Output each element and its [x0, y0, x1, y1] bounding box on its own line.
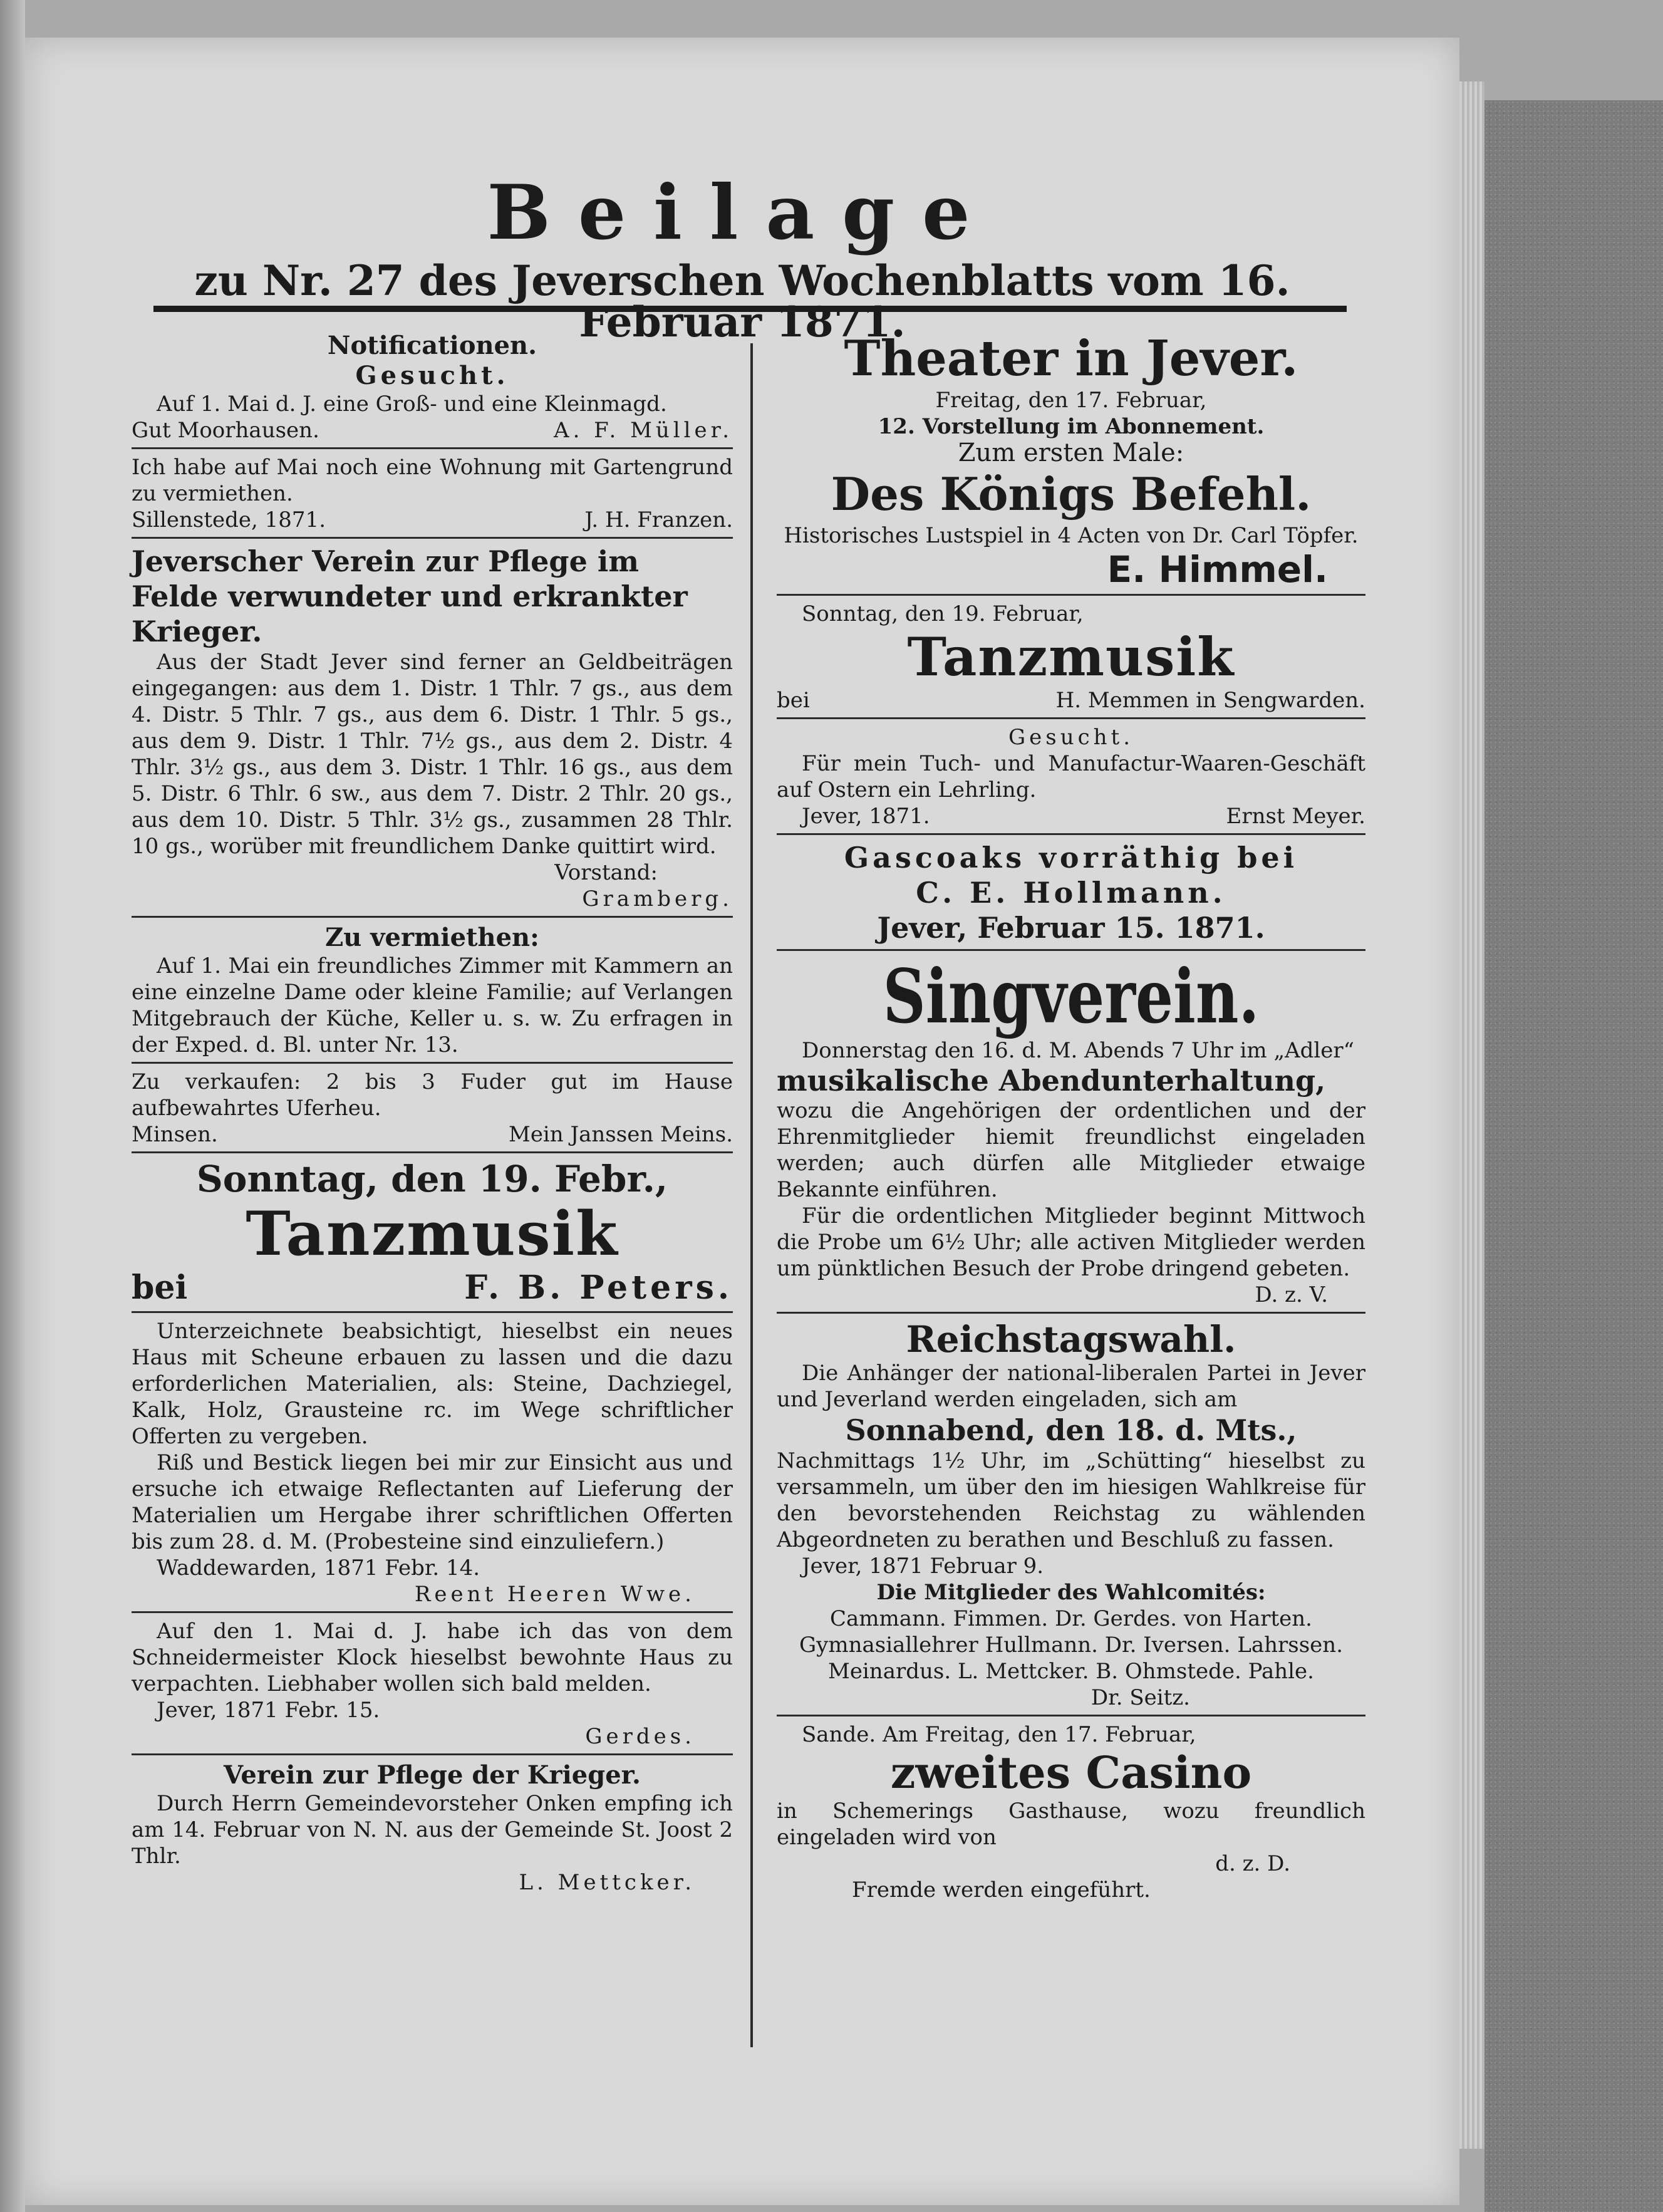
verkaufen-name: Mein Janssen Meins. — [509, 1122, 733, 1147]
gascoaks-line2: C. E. Hollmann. — [916, 876, 1226, 910]
reichstag-committee: Die Mitglieder des Wahlcomités: — [876, 1580, 1266, 1605]
theater-line3: Zum ersten Male: — [958, 439, 1184, 467]
ad-verein-jever — [132, 539, 733, 918]
singverein-p2: Für die ordentlichen Mitglieder beginnt Mittwoch die Probe um 6½ Uhr; alle activen Mitglieder werden um pünktlichen Besuch der Probe dringend gebeten. — [777, 1203, 1365, 1281]
reichstag-names3: Meinardus. L. Mettcker. B. Ohmstede. Pahle. — [828, 1659, 1314, 1684]
memmen-line — [777, 687, 1365, 714]
theater-line2: 12. Vorstellung im Abonnement. — [878, 414, 1265, 439]
notif-place: Gut Moorhausen. — [132, 418, 319, 443]
lehrling-sub: Gesucht. — [1008, 725, 1134, 750]
casino-body: in Schemerings Gasthause, wozu freundlich eingeladen wird von — [777, 1799, 1365, 1850]
theater-play: Des Königs Befehl. — [831, 467, 1312, 521]
peters-date: Sonntag, den 19. Febr., — [196, 1158, 668, 1200]
newspaper-page — [25, 38, 1459, 2205]
casino-title: zweites Casino — [890, 1747, 1252, 1799]
peters-line — [132, 1269, 733, 1307]
verkaufen-signature — [132, 1121, 733, 1148]
scheune-place: Waddewarden, 1871 Febr. 14. — [157, 1555, 480, 1581]
notif-name: A. F. Müller. — [554, 418, 733, 443]
lehrling-signature — [777, 803, 1365, 829]
lehrling-place: Jever, 1871. — [802, 804, 930, 829]
verkaufen-place: Minsen. — [132, 1122, 218, 1147]
wohnung-name: J. H. Franzen. — [584, 507, 733, 532]
ad-singverein — [777, 951, 1365, 1314]
peters-name: F. B. Peters. — [464, 1269, 733, 1307]
verein-signer-label: Vorstand: — [554, 860, 658, 885]
reichstag-names4: Dr. Seitz. — [1091, 1685, 1190, 1710]
ad-verkaufen — [132, 1064, 733, 1153]
ad-casino — [777, 1716, 1365, 1907]
singverein-p1b: musikalische Abendunterhaltung, — [777, 1064, 1326, 1098]
memmen-date: Sonntag, den 19. Februar, — [802, 601, 1084, 626]
reichstag-names1: Cammann. Fimmen. Dr. Gerdes. von Harten. — [830, 1606, 1312, 1631]
pflege-heading: Verein zur Pflege der Krieger. — [224, 1760, 641, 1790]
masthead-title: Beilage — [487, 169, 998, 257]
wohnung-signature — [132, 507, 733, 533]
notif-sub: Gesucht. — [355, 361, 509, 390]
reichstag-place: Jever, 1871 Februar 9. — [802, 1554, 1044, 1579]
theater-name: E. Himmel. — [1107, 548, 1328, 591]
page-content — [119, 144, 1365, 2086]
vermiethen-body: Auf 1. Mai ein freundliches Zimmer mit Kammern an eine einzelne Dame oder kleine Familie; auf Verlangen Mitgebrauch der Küche, Keller u. s. w. Zu erfragen in der Exped. d. Bl. unter Nr. 13. — [132, 953, 733, 1057]
pflege-body: Durch Herrn Gemeindevorsteher Onken empfing ich am 14. Februar von N. N. aus der Gemeinde St. Joost 2 Thlr. — [132, 1791, 733, 1869]
singverein-p1a: Donnerstag den 16. d. M. Abends 7 Uhr im „Adler“ — [802, 1038, 1355, 1063]
verein-signer: Gramberg. — [582, 886, 733, 911]
theater-line1: Freitag, den 17. Februar, — [935, 388, 1207, 413]
ad-gascoaks — [777, 835, 1365, 951]
vermiethen-heading: Zu vermiethen: — [325, 923, 539, 952]
singverein-p1c: wozu die Angehörigen der ordentlichen und der Ehrenmitglieder hiemit freundlichst eingeladen werden; auch dürfen alle Mitglieder etwaige Bekannte einführen. — [777, 1098, 1365, 1202]
theater-desc: Historisches Lustspiel in 4 Acten von Dr. Carl Töpfer. — [784, 523, 1359, 548]
notif-body: Auf 1. Mai d. J. eine Groß- und eine Kleinmagd. — [157, 392, 667, 417]
klock-name: Gerdes. — [585, 1724, 695, 1749]
lehrling-body: Für mein Tuch- und Manufactur-Waaren-Geschäft auf Ostern ein Lehrling. — [777, 751, 1365, 802]
klock-place: Jever, 1871 Febr. 15. — [157, 1698, 380, 1723]
memmen-title: Tanzmusik — [907, 626, 1235, 688]
ad-notificationen — [132, 326, 733, 449]
casino-line1: Sande. Am Freitag, den 17. Februar, — [802, 1722, 1196, 1747]
ad-theater — [777, 326, 1365, 596]
column-divider — [750, 343, 753, 2047]
right-column — [777, 326, 1365, 1907]
reichstag-p2: Nachmittags 1½ Uhr, im „Schütting“ hieselbst zu versammeln, um über den im hiesigen Wahlkreise für den bevorstehenden Reichstag zu wählenden Abgeordneten zu berathen und Beschluß zu fassen. — [777, 1448, 1365, 1552]
ad-reichstagswahl — [777, 1314, 1365, 1716]
peters-bei: bei — [132, 1269, 188, 1307]
book-cover — [1484, 100, 1663, 2212]
ad-tanzmusik-peters — [132, 1153, 733, 1313]
scheune-name: Reent Heeren Wwe. — [414, 1582, 695, 1607]
klock-body: Auf den 1. Mai d. J. habe ich das von dem Schneidermeister Klock hieselbst bewohnte Haus zu verpachten. Liebhaber wollen sich bald melden. — [132, 1619, 733, 1696]
verkaufen-body: Zu verkaufen: 2 bis 3 Fuder gut im Hause aufbewahrtes Uferheu. — [132, 1069, 733, 1121]
peters-title: Tanzmusik — [246, 1198, 619, 1269]
scheune-p1: Unterzeichnete beabsichtigt, hieselbst ein neues Haus mit Scheune erbauen zu lassen und die dazu erforderlichen Materialien, als: Steine, Dachziegel, Kalk, Holz, Grausteine rc. im Wege schriftlicher Offerten zu vergeben. — [132, 1319, 733, 1449]
masthead-rule — [153, 306, 1347, 312]
reichstag-p1: Die Anhänger der national-liberalen Partei in Jever und Jeverland werden eingeladen, sich am — [777, 1361, 1365, 1412]
ad-klock — [132, 1613, 733, 1755]
singverein-heading: Singverein. — [883, 953, 1260, 1040]
memmen-bei: bei — [777, 688, 810, 713]
ad-wohnung — [132, 449, 733, 539]
theater-heading: Theater in Jever. — [844, 330, 1298, 387]
verein-body: Aus der Stadt Jever sind ferner an Geldbeiträgen eingegangen: aus dem 1. Distr. 1 Thlr. 7 gs., aus dem 4. Distr. 5 Thlr. 7 gs., aus dem 6. Distr. 1 Thlr. 5 gs., aus dem 9. Distr. 1 Thlr. 7½ gs., aus dem 2. Distr. 4 Thlr. 3½ gs., aus dem 3. Distr. 1 Thlr. 16 gs., aus dem 5. Distr. 6 Thlr. 6 sw., aus dem 7. Distr. 2 Thlr. 20 gs., aus dem 10. Distr. 5 Thlr. 3½ gs., zusammen 28 Thlr. 10 gs., worüber mit freundlichem Danke quittirt wird. — [132, 650, 733, 859]
lehrling-name: Ernst Meyer. — [1226, 804, 1365, 829]
ad-vermiethen — [132, 918, 733, 1064]
verein-heading: Jeverscher Verein zur Pflege im Felde verwundeter und erkrankter Krieger. — [132, 544, 688, 648]
notif-heading: Notificationen. — [327, 331, 537, 360]
ad-lehrling — [777, 719, 1365, 835]
gascoaks-line3: Jever, Februar 15. 1871. — [877, 911, 1265, 945]
singverein-sign: D. z. V. — [1255, 1282, 1328, 1307]
notif-signature — [132, 417, 733, 444]
gascoaks-line1: Gascoaks vorräthig bei — [844, 841, 1298, 875]
reichstag-heading: Reichstagswahl. — [906, 1318, 1236, 1361]
reichstag-names2: Gymnasiallehrer Hullmann. Dr. Iversen. Lahrssen. — [799, 1633, 1343, 1658]
casino-note: Fremde werden eingeführt. — [852, 1877, 1151, 1903]
wohnung-place: Sillenstede, 1871. — [132, 507, 326, 532]
memmen-name: H. Memmen in Sengwarden. — [1055, 688, 1365, 713]
ad-tanzmusik-memmen — [777, 596, 1365, 719]
reichstag-date: Sonnabend, den 18. d. Mts., — [845, 1413, 1297, 1447]
ad-pflege — [132, 1755, 733, 1899]
scheune-p2: Riß und Bestick liegen bei mir zur Einsicht aus und ersuche ich etwaige Reflectanten auf Lieferung der Materialien um Hergabe ihrer schriftlichen Offerten bis zum 28. d. M. (Probesteine sind einzuliefern.) — [132, 1450, 733, 1554]
page-stack-edge — [1459, 81, 1484, 2149]
left-column — [132, 326, 733, 1899]
facing-page-edge — [0, 0, 25, 2212]
casino-sign: d. z. D. — [1215, 1851, 1290, 1876]
ad-scheune — [132, 1313, 733, 1613]
wohnung-body: Ich habe auf Mai noch eine Wohnung mit Gartengrund zu vermiethen. — [132, 455, 733, 506]
pflege-name: L. Mettcker. — [519, 1870, 695, 1895]
masthead-subtitle: zu Nr. 27 des Jeverschen Wochenblatts vom 16. Februar 1871. — [194, 256, 1290, 346]
